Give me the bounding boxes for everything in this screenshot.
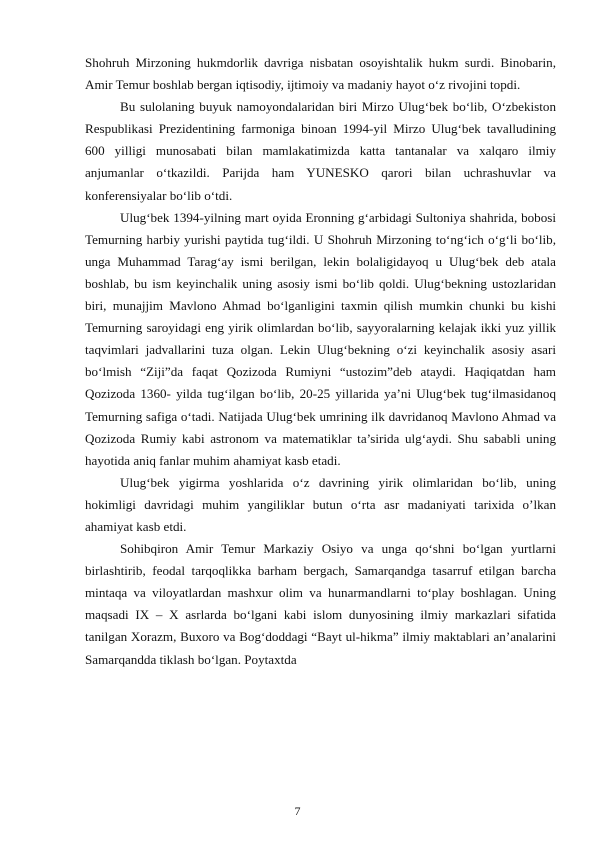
paragraph-4: Ulug‘bek yigirma yoshlarida o‘z davrining yirik olimlaridan bo‘lib, uning hokimligi davridagi muhim yangiliklar butun o‘rta asr madaniyati tarixida o’lkan ahamiyat kasb etdi.	[85, 474, 556, 534]
page-number: 7	[294, 804, 301, 818]
paragraph-2: Bu sulolaning buyuk namoyondalaridan biri Mirzo Ulug‘bek bo‘lib, O‘zbekiston Respublikasi Prezidentining farmoniga binoan 1994-yil Mirzo Ulug‘bek tavalludining 600 yilligi munosabati bilan mamlakatimizda katta tantanalar va xalqaro ilmiy anjumanlar o‘tkazildi. Parijda ham YUNESKO qarori bilan uchrashuvlar va konferensiyalar bo‘lib o‘tdi.	[85, 99, 556, 203]
paragraph-5: Sohibqiron Amir Temur Markaziy Osiyo va unga qo‘shni bo‘lgan yurtlarni birlashtirib, feodal tarqoqlikka barham bergach, Samarqandga tasarruf etilgan barcha mintaqa va viloyatlardan mashxur olim va hunarmandlarni to‘play boshlagan. Uning maqsadi IX – X asrlarda bo‘lgani kabi islom dunyosining ilmiy markazlari sifatida tanilgan Xorazm, Buxoro va Bog‘doddagi “Bayt ul-hikma” ilmiy maktablari an’analarini Samarqandda tiklash bo‘lgan. Poytaxtda	[85, 541, 556, 667]
document-page	[85, 52, 556, 671]
paragraph-3: Ulug‘bek 1394-yilning mart oyida Eronning g‘arbidagi Sultoniya shahrida, bobosi Temurning harbiy yurishi paytida tug‘ildi. U Shohruh Mirzoning to‘ng‘ich o‘g‘li bo‘lib, unga Muhammad Tarag‘ay ismi berilgan, lekin bolaligidayoq u Ulug‘bek deb atala boshlab, bu ism keyinchalik uning asosiy ismi bo‘lib qoldi. Ulug‘bekning ustozlaridan biri, munajjim Mavlono Ahmad bo‘lganligini taxmin qilish mumkin chunki bu kishi Temurning saroyidagi eng yirik olimlardan bo‘lib, sayyoralarning kelajak ikki yuz yillik taqvimlari jadvallarini tuza olgan. Lekin Ulug‘bekning o‘zi keyinchalik asosiy asari bo‘lmish “Ziji”da faqat Qozizoda Rumiyni “ustozim”deb ataydi. Haqiqatdan ham Qozizoda 1360- yilda tug‘ilgan bo‘lib, 20-25 yillarida ya’ni Ulug‘bek tug‘ilmasidanoq Temurning safiga o‘tadi. Natijada Ulug‘bek umrining ilk davridanoq Mavlono Ahmad va Qozizoda Rumiy kabi astronom va matematiklar ta’sirida ulg‘aydi. Shu sababli uning hayotida aniq fanlar muhim ahamiyat kasb etadi.	[85, 209, 556, 468]
paragraph-1: Shohruh Mirzoning hukmdorlik davriga nisbatan osoyishtalik hukm surdi. Binobarin, Amir Temur boshlab bergan iqtisodiy, ijtimoiy va madaniy hayot o‘z rivojini topdi.	[85, 55, 556, 93]
